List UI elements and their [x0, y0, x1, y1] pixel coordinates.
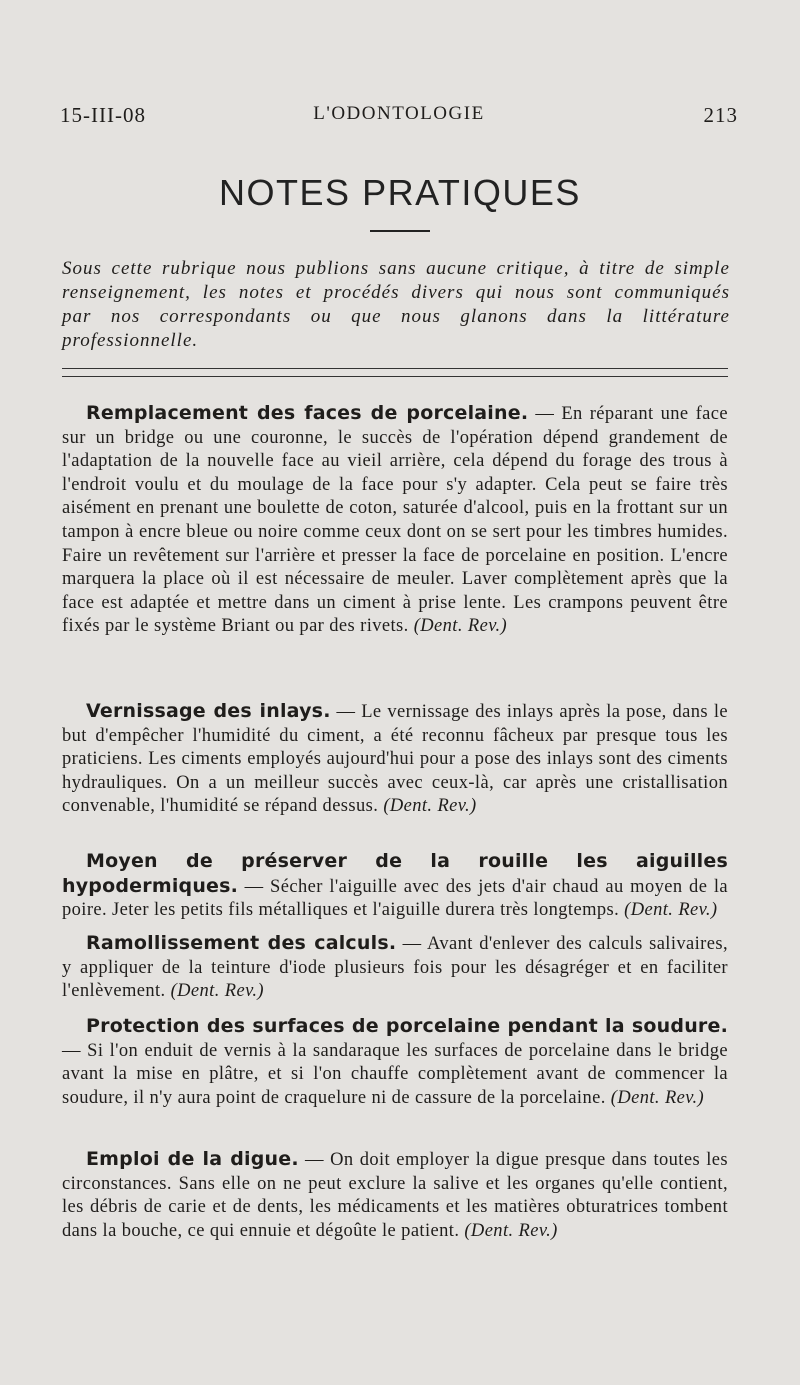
note-source: (Dent. Rev.): [610, 1087, 705, 1108]
note-body: Le vernissage des inlays après la pose, dans le but d'empêcher l'humidité du ciment, a été reconnu fâcheux par presque tous les praticiens. Les ciments employés aujourd'hui pour a pose des inlays sont des ciments hydrauliques. On a un meilleur succès avec ceux-là, car après une cristallisation convenable, l'humidité se répand dessus.: [62, 702, 729, 817]
journal-name: L'ODONTOLOGIE: [313, 103, 485, 124]
note-body: Si l'on enduit de vernis à la sandaraque les surfaces de porcelaine dans le bridge avant la mise en plâtre, et si l'on chauffe complètement avant de commencer la soudure, il n'y aura point de craquelure ni de cassure de la porcelaine.: [62, 1040, 728, 1108]
note-calculus-softening: Ramollissement des calculs. — Avant d'enlever des calculs salivaires, y appliquer de la teinture d'iode plusieurs fois pour les désagréger et en faciliter l'enlèvement. (Dent. Rev.): [62, 932, 728, 1002]
title-rule: [370, 230, 430, 232]
note-heading: Remplacement des faces de porcelaine.: [86, 402, 529, 424]
note-heading: Vernissage des inlays.: [86, 700, 331, 722]
note-source: (Dent. Rev.): [624, 900, 718, 921]
page-number: 213: [703, 103, 738, 127]
section-divider: [62, 368, 728, 377]
note-heading: Ramollissement des calculs.: [86, 932, 397, 954]
page-title: NOTES PRATIQUES: [219, 172, 581, 213]
note-heading: Protection des surfaces de porcelaine pendant la soudure.: [86, 1015, 728, 1037]
note-source: (Dent. Rev.): [464, 1220, 558, 1241]
issue-date: 15-III-08: [60, 103, 146, 127]
note-source: (Dent. Rev.): [413, 616, 508, 637]
note-heading: Emploi de la digue.: [86, 1148, 299, 1170]
intro-paragraph: Sous cette rubrique nous publions sans aucune critique, à titre de simple renseignement, les notes et procédés divers qui nous sont communiqués par nos correspondants ou que nous glanons dans la littérature professionnelle.: [62, 258, 730, 351]
note-inlay-varnishing: Vernissage des inlays. — Le vernissage des inlays après la pose, dans le but d'empêcher l'humidité du ciment, a été reconnu fâcheux par presque tous les praticiens. Les ciments employés aujourd'hui pour a pose des inlays sont des ciments hydrauliques. On a un meilleur succès avec ceux-là, car après une cristallisation convenable, l'humidité se répand dessus. (Dent. Rev.): [62, 700, 729, 817]
note-replacement-porcelain: Remplacement des faces de porcelaine. — En réparant une face sur un bridge ou une couronne, le succès de l'opération dépend grandement de l'adaptation de la nouvelle face au vieil arrière, cela dépend du forage des trous à l'endroit voulu et du moulage de la face pour s'y adapter. Cela peut se faire très aisément en prenant une boulette de coton, saturée d'alcool, puis en la frottant sur un tampon à encre bleue ou noire comme ceux dont on se sert pour les timbres humides. Faire un revêtement sur l'arrière et presser la face de porcelaine en position. L'encre marquera la place où il est nécessaire de meuler. Laver complètement après que la face est adaptée et mettre dans un ciment à prise lente. Les crampons peuvent être fixés par le système Briant ou par des rivets. (Dent. Rev.): [62, 402, 728, 637]
note-body: On doit employer la digue presque dans toutes les circonstances. Sans elle on ne peut exclure la salive et les organes qu'elle contient, les débris de carie et de dents, les médicaments et les matières obturatrices tombent dans la bouche, ce qui ennuie et dégoûte le patient.: [62, 1150, 729, 1241]
note-body: Sécher l'aiguille avec des jets d'air chaud au moyen de la poire. Jeter les petits fils métalliques et l'aiguille durera très longtemps.: [62, 876, 728, 921]
note-source: (Dent. Rev.): [383, 796, 477, 817]
note-body: Avant d'enlever des calculs salivaires, y appliquer de la teinture d'iode plusieurs fois pour les désagréger et en faciliter l'enlèvement.: [62, 934, 728, 1002]
note-needle-rust: Moyen de préserver de la rouille les aiguilles hypodermiques. — Sécher l'aiguille avec des jets d'air chaud au moyen de la poire. Jeter les petits fils métalliques et l'aiguille durera très longtemps. (Dent. Rev.): [62, 850, 728, 921]
note-rubber-dam: Emploi de la digue. — On doit employer la digue presque dans toutes les circonstances. Sans elle on ne peut exclure la salive et les organes qu'elle contient, les débris de carie et de dents, les médicaments et les matières obturatrices tombent dans la bouche, ce qui ennuie et dégoûte le patient. (Dent. Rev.): [62, 1148, 729, 1241]
note-body: En réparant une face sur un bridge ou une couronne, le succès de l'opération dépend grandement de l'adaptation de la nouvelle face au vieil arrière, cela dépend du forage des trous à l'endroit voulu et du moulage de la face pour s'y adapter. Cela peut se faire très aisément en prenant une boulette de coton, saturée d'alcool, puis en la frottant sur un tampon à encre bleue ou noire comme ceux dont on se sert pour les timbres humides. Faire un revêtement sur l'arrière et presser la face de porcelaine en position. L'encre marquera la place où il est nécessaire de meuler. Laver complètement après que la face est adaptée et mettre dans un ciment à prise lente. Les crampons peuvent être fixés par le système Briant ou par des rivets.: [62, 404, 728, 637]
running-header: [60, 103, 738, 133]
note-porcelain-soldering: Protection des surfaces de porcelaine pendant la soudure. — Si l'on enduit de vernis à la sandaraque les surfaces de porcelaine dans le bridge avant la mise en plâtre, et si l'on chauffe complètement avant de commencer la soudure, il n'y aura point de craquelure ni de cassure de la porcelaine. (Dent. Rev.): [62, 1015, 728, 1108]
note-source: (Dent. Rev.): [170, 981, 264, 1002]
note-heading: Moyen de préserver de la rouille les aiguilles hypodermiques.: [62, 850, 728, 897]
